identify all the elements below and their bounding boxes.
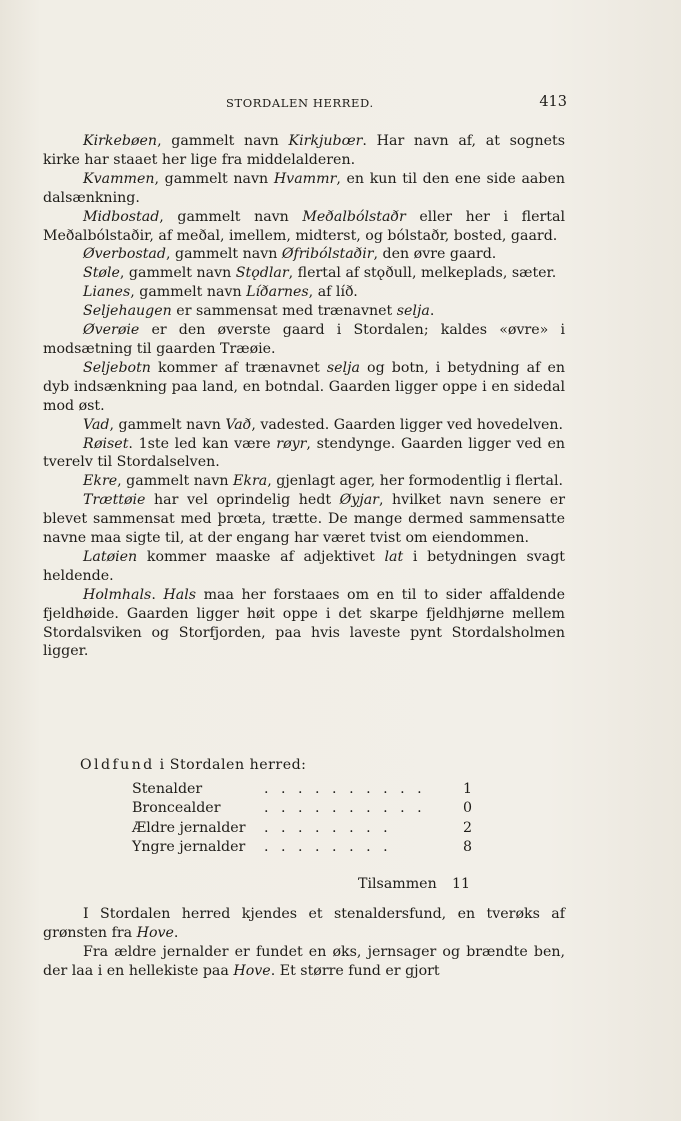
entry-paragraph: Vad, gammelt navn Vað, vadested. Gaarden ligger ved hovedelven.	[83, 416, 564, 433]
period-label: Ældre jernalder	[132, 819, 246, 836]
place-name-entries	[43, 132, 565, 661]
entry-term: Midbostad	[83, 208, 160, 225]
oldfund-table	[132, 781, 472, 859]
table-row	[132, 800, 472, 819]
leader-dots: . . . . . . . .	[263, 819, 392, 836]
find-count: 0	[462, 800, 472, 817]
entry-paragraph: Seljehaugen er sammensat med trænavnet selja.	[83, 303, 435, 320]
closing-paragraph: I Stordalen herred kjendes et stenaldersfund, en tverøks af grønsten fra Hove.	[43, 906, 565, 941]
entry-paragraph: Ekre, gammelt navn Ekra, gjenlagt ager, her formodentlig i flertal.	[83, 473, 563, 490]
entry-term: Holmhals	[83, 586, 152, 603]
page-number: 413	[539, 94, 567, 110]
leader-dots: . . . . . . . . . .	[263, 781, 426, 797]
entry-term: Øverbostad	[83, 246, 166, 263]
entry-term: Latøien	[83, 548, 138, 565]
entry-term: Seljebotn	[83, 359, 151, 376]
entry-paragraph: Røiset. 1ste led kan være røyr, stendynge. Gaarden ligger ved en tverelv til Stordalselven.	[43, 435, 565, 471]
find-count: 8	[462, 839, 472, 856]
entry-term: Kirkebøen	[83, 133, 158, 149]
entry-term: Ekre	[83, 473, 118, 490]
table-row	[132, 839, 472, 858]
entry-term: Støle	[83, 265, 120, 282]
running-title: STORDALEN HERRED.	[226, 96, 374, 110]
oldfund-total	[358, 876, 470, 892]
total-label: Tilsammen	[358, 876, 437, 892]
entry-paragraph: Trættøie har vel oprindelig hedt Øyjar, hvilket navn senere er blevet sammensat med þrœta, trætte. De mange dermed sammensatte navne maa sigte til, at der engang har været tvist om eiendommen.	[43, 492, 565, 547]
entry-term: Vad	[83, 416, 110, 433]
entry-paragraph: Latøien kommer maaske af adjektivet lat i betydningen svagt heldende.	[43, 548, 565, 584]
period-label: Stenalder	[132, 781, 203, 797]
total-value: 11	[451, 876, 470, 892]
entry-paragraph: Kvammen, gammelt navn Hvammr, en kun til den ene side aaben dalsænkning.	[43, 170, 565, 206]
table-row	[132, 781, 472, 800]
place-name: Hove	[136, 924, 174, 941]
place-name: Hove	[233, 962, 271, 979]
entry-paragraph: Kirkebøen, gammelt navn Kirkjubœr. Har navn af, at sognets kirke har staaet her lige fra middelalderen.	[43, 133, 565, 168]
leader-dots: . . . . . . . . . .	[263, 800, 426, 817]
find-count: 2	[462, 819, 472, 836]
entry-term: Trættøie	[83, 492, 146, 509]
entry-paragraph: Lianes, gammelt navn Líðarnes, af líð.	[83, 284, 358, 301]
entry-paragraph: Seljebotn kommer af trænavnet selja og botn, i betydning af en dyb indsænkning paa land, en botndal. Gaarden ligger oppe i en sidedal mod øst.	[43, 359, 565, 414]
entry-term: Røiset	[83, 435, 129, 452]
entry-paragraph: Holmhals. Hals maa her forstaaes om en til to sider affaldende fjeldhøide. Gaarden ligger høit oppe i det skarpe fjeldhjørne mellem Stordalsviken og Storfjorden, paa hvis laveste pynt Stordalsholmen ligger.	[43, 586, 565, 660]
closing-text	[43, 905, 565, 981]
entry-term: Kvammen	[83, 170, 155, 187]
entry-term: Øverøie	[83, 322, 140, 339]
entry-term: Seljehaugen	[83, 303, 172, 320]
find-count: 1	[462, 781, 472, 797]
leader-dots: . . . . . . . .	[263, 839, 392, 856]
entry-paragraph: Øverbostad, gammelt navn Øfribólstaðir, den øvre gaard.	[83, 246, 497, 263]
entry-term: Lianes	[83, 284, 131, 301]
page-header	[43, 94, 567, 114]
period-label: Yngre jernalder	[132, 839, 246, 856]
closing-paragraph: Fra ældre jernalder er fundet en øks, jernsager og brændte ben, der laa i en hellekiste paa Hove. Et større fund er gjort	[43, 943, 565, 979]
period-label: Broncealder	[132, 800, 221, 817]
entry-paragraph: Øverøie er den øverste gaard i Stordalen; kaldes «øvre» i modsætning til gaarden Træøie.	[43, 322, 565, 357]
entry-paragraph: Støle, gammelt navn Stǫdlar, flertal af stǫðull, melkeplads, sæter.	[83, 265, 557, 282]
entry-paragraph: Midbostad, gammelt navn Meðalbólstaðr eller her i flertal Meðalbólstaðir, af meðal, imellem, midterst, og bólstaðr, bosted, gaard.	[43, 208, 565, 244]
oldfund-heading: Oldfund i Stordalen herred:	[80, 757, 307, 773]
table-row	[132, 820, 472, 839]
